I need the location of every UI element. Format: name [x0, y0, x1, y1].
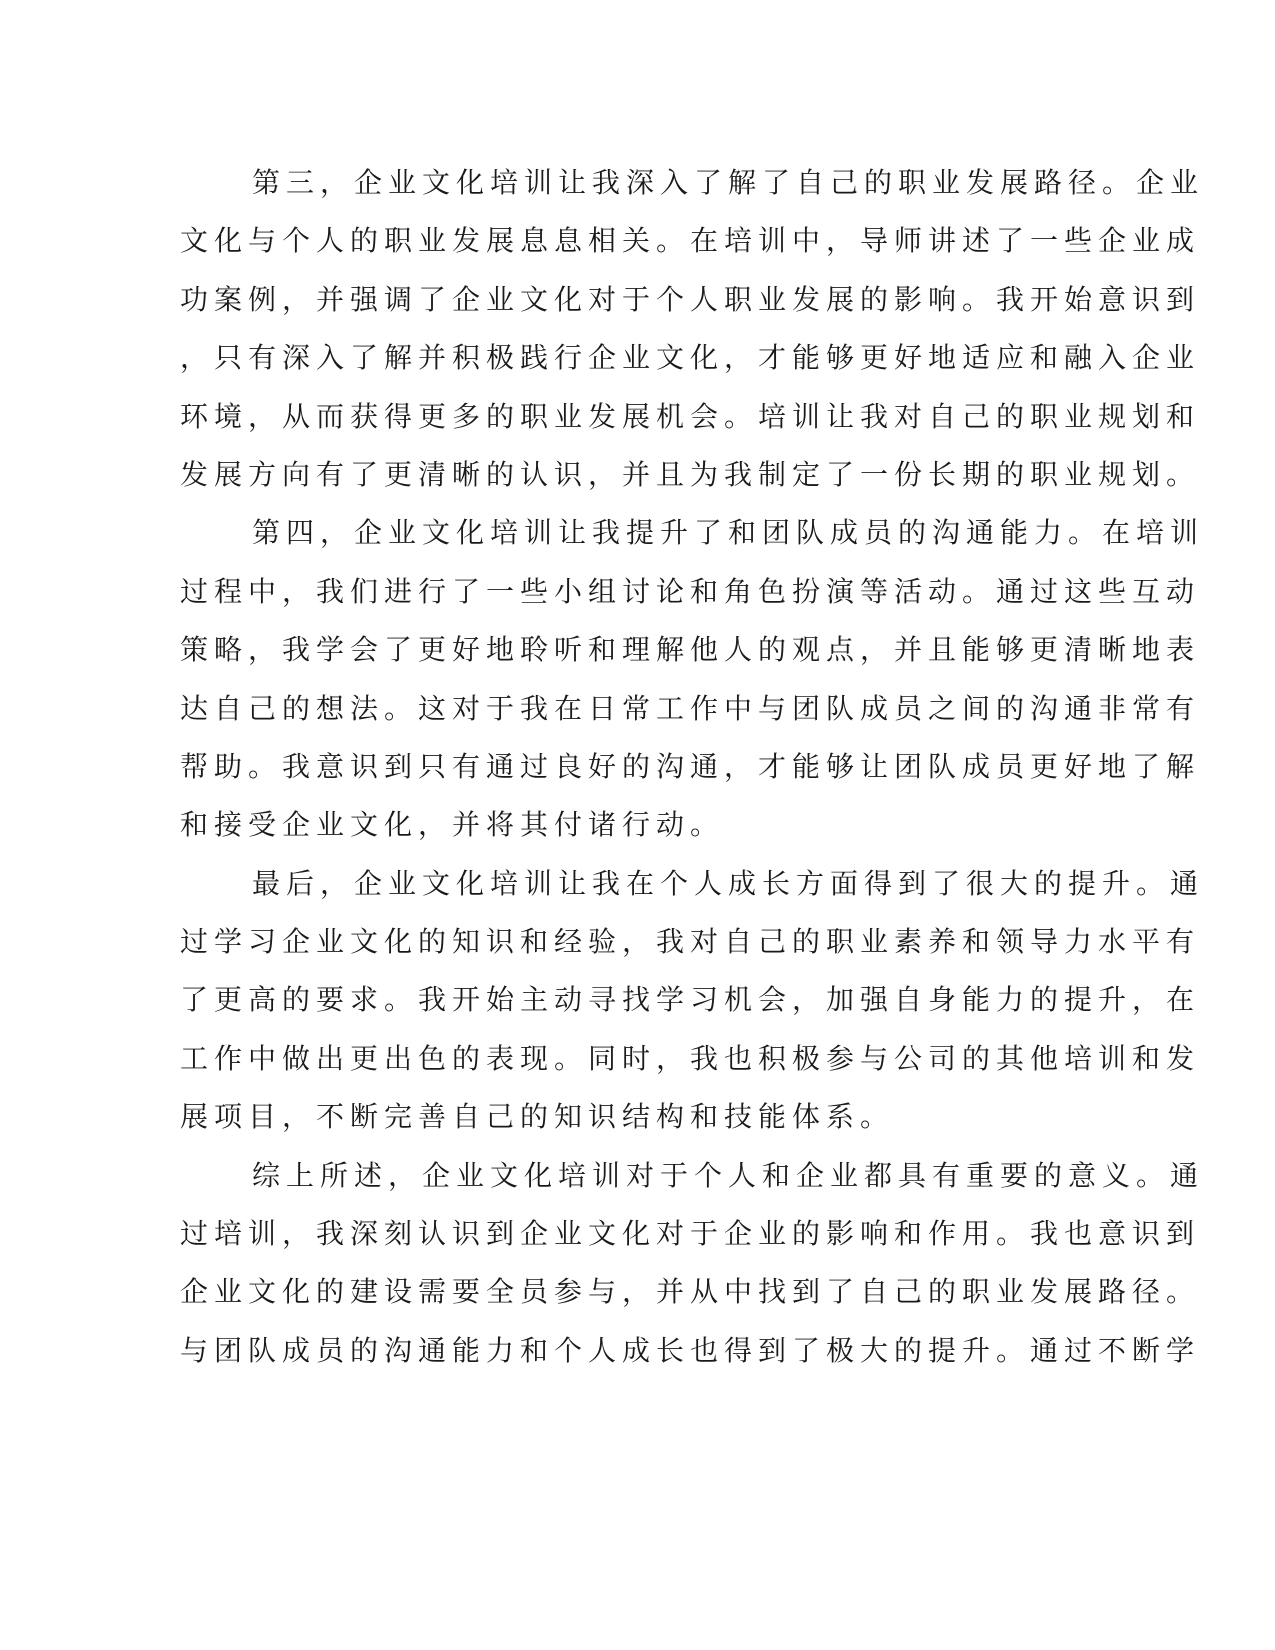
- text-line: ，只有深入了解并积极践行企业文化，才能够更好地适应和融入企业: [180, 341, 1201, 375]
- text-line: 工作中做出更出色的表现。同时，我也积极参与公司的其他培训和发: [180, 1041, 1201, 1075]
- paragraph-summary: [180, 1147, 1205, 1381]
- text-line: 功案例，并强调了企业文化对于个人职业发展的影响。我开始意识到: [180, 282, 1201, 316]
- text-line: 发展方向有了更清晰的认识，并且为我制定了一份长期的职业规划。: [180, 457, 1201, 491]
- text-line: 综上所述，企业文化培训对于个人和企业都具有重要的意义。通: [252, 1158, 1205, 1192]
- text-line: 展项目，不断完善自己的知识结构和技能体系。: [180, 1100, 895, 1134]
- paragraph-fourth: [180, 504, 1205, 854]
- text-line: 第四，企业文化培训让我提升了和团队成员的沟通能力。在培训: [252, 516, 1205, 550]
- text-line: 第三，企业文化培训让我深入了解了自己的职业发展路径。企业: [252, 166, 1205, 199]
- text-line: 企业文化的建设需要全员参与，并从中找到了自己的职业发展路径。: [180, 1275, 1201, 1309]
- text-line: 过程中，我们进行了一些小组讨论和角色扮演等活动。通过这些互动: [180, 574, 1201, 608]
- paragraph-finally: [180, 855, 1205, 1147]
- paragraph-third: [180, 154, 1205, 504]
- text-line: 过培训，我深刻认识到企业文化对于企业的影响和作用。我也意识到: [180, 1217, 1201, 1251]
- text-line: 帮助。我意识到只有通过良好的沟通，才能够让团队成员更好地了解: [180, 749, 1201, 783]
- text-line: 与团队成员的沟通能力和个人成长也得到了极大的提升。通过不断学: [180, 1333, 1201, 1367]
- text-line: 文化与个人的职业发展息息相关。在培训中，导师讲述了一些企业成: [180, 224, 1201, 258]
- text-line: 策略，我学会了更好地聆听和理解他人的观点，并且能够更清晰地表: [180, 633, 1201, 667]
- text-line: 最后，企业文化培训让我在个人成长方面得到了很大的提升。通: [252, 866, 1205, 900]
- text-line: 和接受企业文化，并将其付诸行动。: [180, 808, 725, 842]
- text-line: 了更高的要求。我开始主动寻找学习机会，加强自身能力的提升，在: [180, 983, 1201, 1017]
- text-line: 达自己的想法。这对于我在日常工作中与团队成员之间的沟通非常有: [180, 691, 1201, 725]
- body-text: [180, 154, 1205, 1380]
- text-line: 环境，从而获得更多的职业发展机会。培训让我对自己的职业规划和: [180, 399, 1201, 433]
- text-line: 过学习企业文化的知识和经验，我对自己的职业素养和领导力水平有: [180, 925, 1201, 959]
